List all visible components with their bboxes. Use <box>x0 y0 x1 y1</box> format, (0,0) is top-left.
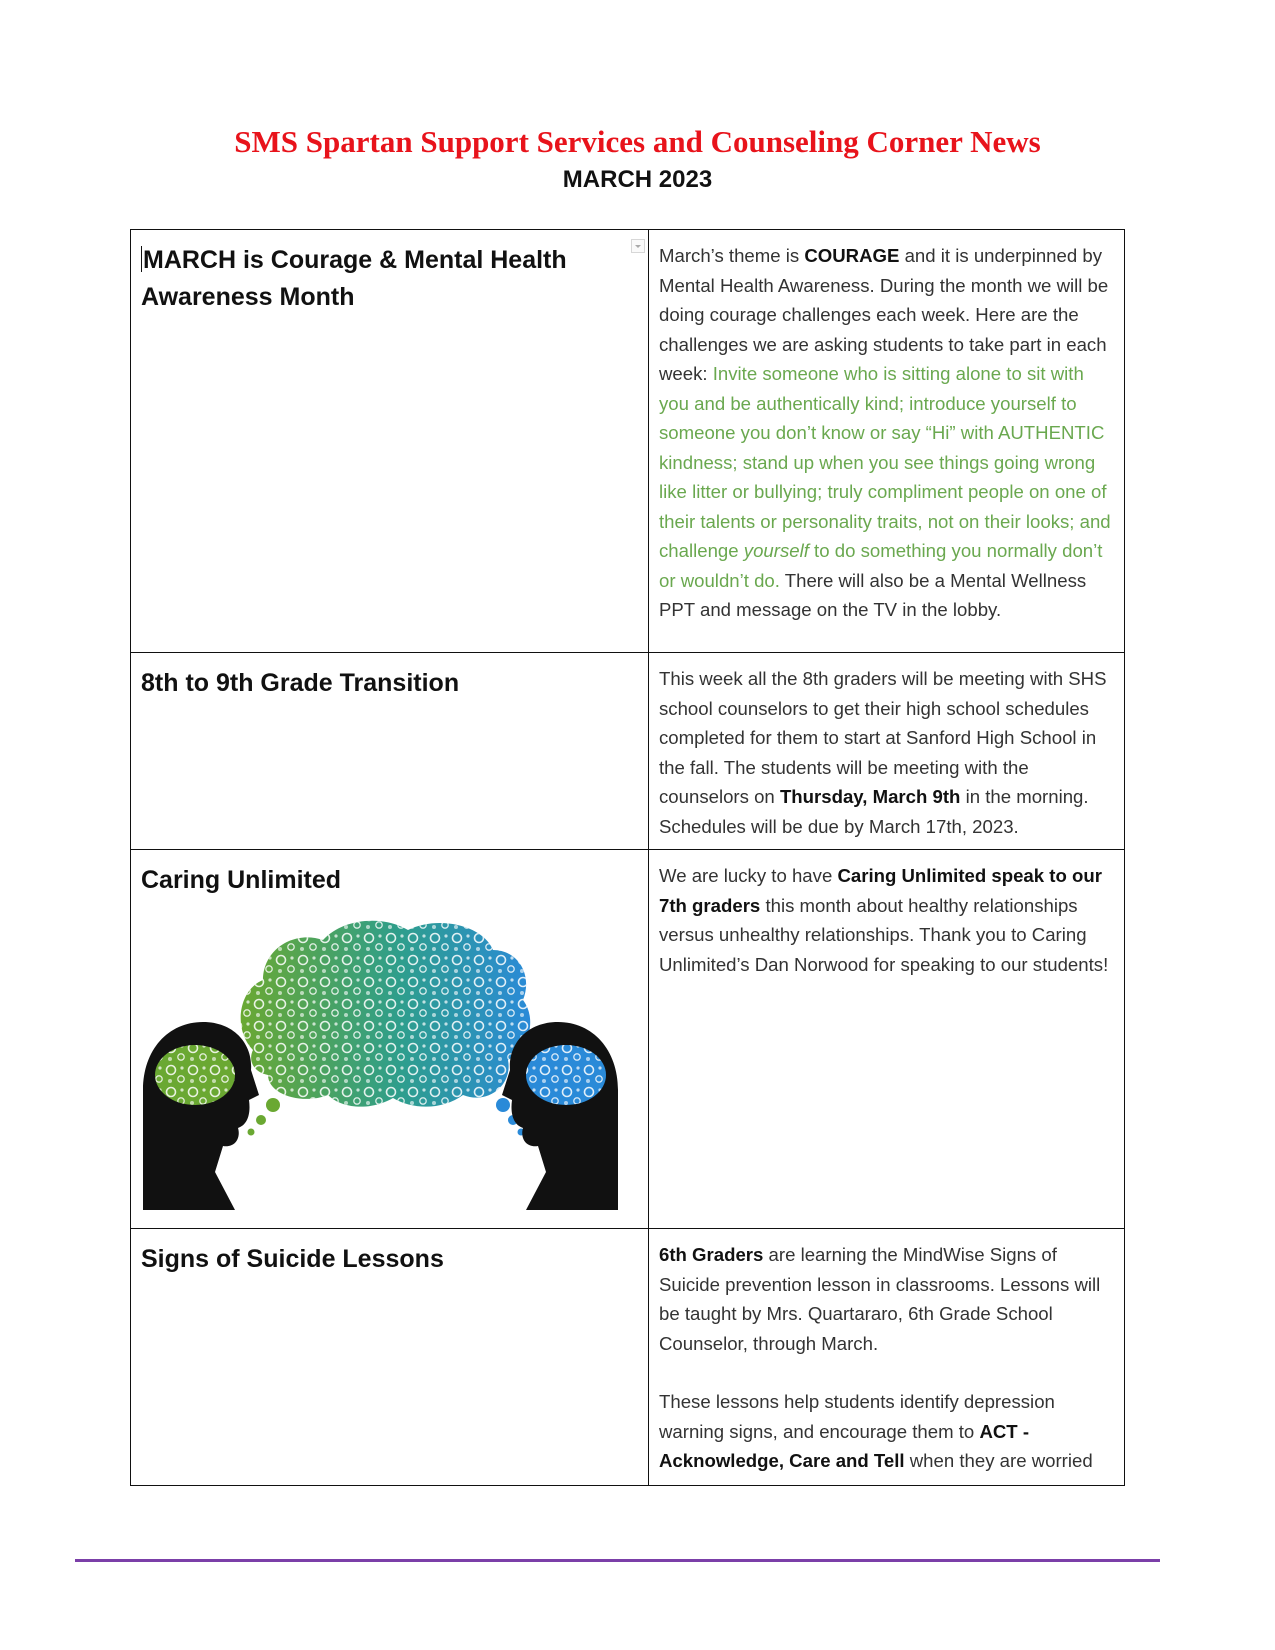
cell-menu-arrow-icon[interactable] <box>631 239 645 253</box>
body-bold-text: 6th Graders <box>659 1244 764 1265</box>
body-text: and it is underpinned by Mental Health Awareness. During the month we will be doing courage challenges each week. Here are the challenges we are asking students to take part in each week: <box>659 245 1109 384</box>
body-bold-text: Caring Unlimited speak to our 7th graders <box>659 865 1102 916</box>
table-row <box>131 653 1125 850</box>
challenge-text: to do something you normally don’t or wouldn’t do. <box>659 540 1103 591</box>
body-paragraph <box>659 1240 1114 1358</box>
row-heading: 8th to 9th Grade Transition <box>141 669 460 697</box>
body-paragraph <box>659 1387 1114 1476</box>
row-body-cell <box>649 850 1125 1229</box>
body-text: when they are worried <box>904 1450 1093 1471</box>
newsletter-title: SMS Spartan Support Services and Counseling Corner News <box>234 124 1041 159</box>
row-body-cell <box>649 653 1125 850</box>
left-head-silhouette <box>143 1022 259 1210</box>
row-heading-cell <box>131 1229 649 1486</box>
news-table <box>130 229 1125 1486</box>
right-head-silhouette <box>502 1022 618 1210</box>
body-bold-text: ACT - Acknowledge, Care and Tell <box>659 1420 1030 1471</box>
row-body-cell <box>649 230 1125 653</box>
body-text: We are lucky to have <box>659 865 838 886</box>
row-heading-cell <box>131 653 649 850</box>
text-cursor <box>141 246 142 272</box>
challenge-italic-text: yourself <box>743 540 809 561</box>
body-text: are learning the MindWise Signs of Suicide prevention lesson in classrooms. Lessons will be taught by Mrs. Quartararo, 6th Grade School Counselor, through March. <box>659 1244 1101 1354</box>
row-heading: Signs of Suicide Lessons <box>141 1245 444 1273</box>
talking-heads-illustration <box>143 910 618 1210</box>
body-text: in the morning. Schedules will be due by March 17th, 2023. <box>659 786 1089 837</box>
body-text: March’s theme is <box>659 245 805 266</box>
footer-divider <box>75 1559 1160 1562</box>
row-heading-cell <box>131 850 649 1229</box>
row-heading-cell <box>131 230 649 653</box>
body-text: this month about healthy relationships versus unhealthy relationships. Thank you to Caring Unlimited’s Dan Norwood for speaking to our students! <box>659 894 1109 975</box>
body-bold-text: COURAGE <box>804 245 900 266</box>
body-text: These lessons help students identify depression warning signs, and encourage them to <box>659 1391 1055 1442</box>
paragraph-spacer <box>659 1358 1114 1387</box>
body-text: There will also be a Mental Wellness PPT and message on the TV in the lobby. <box>659 569 1087 620</box>
challenge-text: Invite someone who is sitting alone to sit with you and be authentically kind; introduce yourself to someone you don’t know or say “Hi” with AUTHENTIC kindness; stand up when you see things going wrong like litter or bullying; truly compliment people on one of their talents or personality traits, not on their looks; and challenge <box>659 363 1111 561</box>
table-row <box>131 1229 1125 1486</box>
speech-cloud <box>241 921 531 1136</box>
table-row <box>131 850 1125 1229</box>
row-body-cell <box>649 1229 1125 1486</box>
table-row <box>131 230 1125 653</box>
row-heading: Caring Unlimited <box>141 866 342 894</box>
newsletter-month: MARCH 2023 <box>562 166 713 193</box>
row-heading-text: MARCH is Courage & Mental Health Awareness Month <box>141 246 567 311</box>
body-text: This week all the 8th graders will be meeting with SHS school counselors to get their high school schedules completed for them to start at Sanford High School in the fall. The students will be meeting with the counselors on <box>659 668 1107 807</box>
body-bold-text: Thursday, March 9th <box>779 786 961 807</box>
row-heading <box>141 242 638 316</box>
